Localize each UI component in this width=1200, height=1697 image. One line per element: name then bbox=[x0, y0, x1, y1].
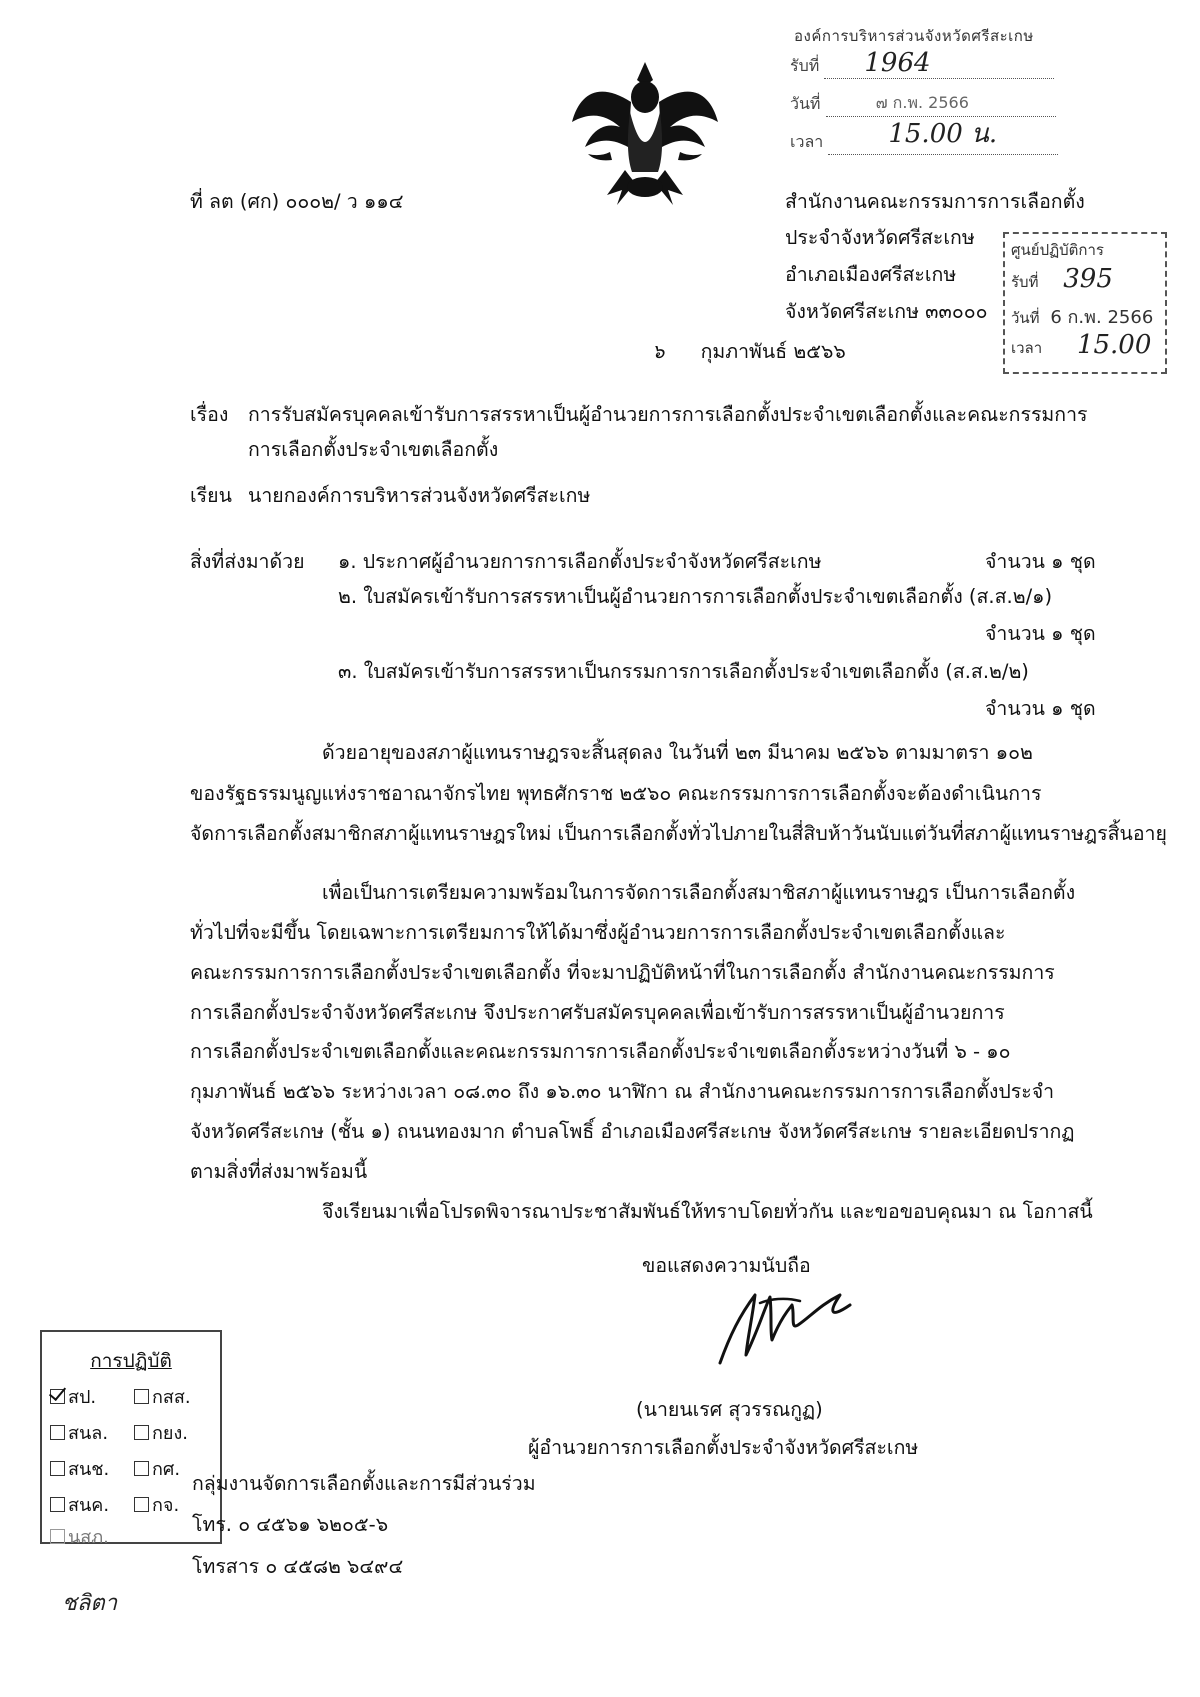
paragraph-2-line: การเลือกตั้งประจำเขตเลือกตั้งและคณะกรรมการการเลือกตั้งประจำเขตเลือกตั้งระหว่างวันที่ ๖ - ๑๐ bbox=[190, 1040, 1011, 1063]
practice-title: การปฏิบัติ bbox=[90, 1350, 172, 1372]
paragraph-1-line: ด้วยอายุของสภาผู้แทนราษฎรจะสิ้นสุดลง ในวันที่ ๒๓ มีนาคม ๒๕๖๖ ตามมาตรา ๑๐๒ bbox=[322, 741, 1033, 764]
paragraph-1-line: จัดการเลือกตั้งสมาชิกสภาผู้แทนราษฎรใหม่ เป็นการเลือกตั้งทั่วไปภายในสี่สิบห้าวันนับแต่วันที่สภาผู้แทนราษฎรสิ้นอายุ bbox=[190, 822, 1167, 845]
stamp-time-row bbox=[790, 119, 1058, 155]
stamp-time: 15.00 น. bbox=[888, 119, 998, 149]
closing: ขอแสดงความนับถือ bbox=[642, 1254, 811, 1277]
paragraph-2-line: คณะกรรมการการเลือกตั้งประจำเขตเลือกตั้ง ที่จะมาปฏิบัติหน้าที่ในการเลือกตั้ง สำนักงานคณะกรรมการ bbox=[190, 961, 1055, 984]
subject-line-1: การรับสมัครบุคคลเข้ารับการสรรหาเป็นผู้อำนวยการการเลือกตั้งประจำเขตเลือกตั้งและคณะกรรมการ bbox=[248, 403, 1088, 426]
paragraph-3: จึงเรียนมาเพื่อโปรดพิจารณาประชาสัมพันธ์ให้ทราบโดยทั่วกัน และขอขอบคุณมา ณ โอกาสนี้ bbox=[322, 1200, 1093, 1223]
garuda-emblem bbox=[570, 52, 720, 212]
enclosures-label: สิ่งที่ส่งมาด้วย bbox=[190, 550, 305, 573]
stamp-right-receive-number: 395 bbox=[1063, 264, 1113, 294]
paragraph-2-line: จังหวัดศรีสะเกษ (ชั้น ๑) ถนนทองมาก ตำบลโพธิ์ อำเภอเมืองศรีสะเกษ จังหวัดศรีสะเกษ รายละเอียดปรากฏ bbox=[190, 1120, 1075, 1143]
paragraph-1-line: ของรัฐธรรมนูญแห่งราชอาณาจักรไทย พุทธศักราช ๒๕๖๐ คณะกรรมการการเลือกตั้งจะต้องดำเนินการ bbox=[190, 782, 1042, 805]
signer-title: ผู้อำนวยการการเลือกตั้งประจำจังหวัดศรีสะเกษ bbox=[528, 1436, 919, 1459]
practice-option: สนช. bbox=[50, 1454, 109, 1483]
paragraph-2-line: การเลือกตั้งประจำจังหวัดศรีสะเกษ จึงประกาศรับสมัครบุคคลเพื่อเข้ารับการสรรหาเป็นผู้อำนวยการ bbox=[190, 1001, 1005, 1024]
paragraph-2-line: เพื่อเป็นการเตรียมความพร้อมในการจัดการเลือกตั้งสมาชิสภาผู้แทนราษฎร เป็นการเลือกตั้ง bbox=[322, 881, 1076, 904]
stamp-right-date: วันที่ 6 ก.พ. 2566 bbox=[1011, 307, 1154, 328]
practice-option: กศ. bbox=[134, 1454, 180, 1483]
stamp-org: องค์การบริหารส่วนจังหวัดศรีสะเกษ bbox=[794, 27, 1034, 45]
enclosure-qty: จำนวน ๑ ชุด bbox=[985, 622, 1096, 645]
stamp-right-time: เวลา 15.00 bbox=[1011, 330, 1152, 360]
subject-label: เรื่อง bbox=[190, 403, 229, 426]
stamp-label: เวลา bbox=[790, 132, 824, 151]
practice-option: กจ. bbox=[134, 1490, 179, 1519]
fax: โทรสาร ๐ ๔๕๘๒ ๖๔๙๔ bbox=[192, 1555, 404, 1578]
receipt-stamp-top bbox=[790, 20, 1120, 165]
sender-line-3: อำเภอเมืองศรีสะเกษ bbox=[785, 263, 957, 286]
letter-date-day: ๖ bbox=[652, 340, 665, 363]
practice-stamp bbox=[40, 1330, 222, 1548]
enclosure-item: ๓. ใบสมัครเข้ารับการสรรหาเป็นกรรมการการเลือกตั้งประจำเขตเลือกตั้ง (ส.ส.๒/๒) bbox=[338, 660, 1029, 683]
stamp-label: วันที่ bbox=[790, 94, 821, 113]
practice-option: นสภ. bbox=[50, 1522, 109, 1551]
practice-option: สป. bbox=[50, 1382, 96, 1411]
practice-option: สนค. bbox=[50, 1490, 109, 1519]
stamp-receive-number: 1964 bbox=[864, 48, 931, 78]
to-label: เรียน bbox=[190, 484, 232, 507]
enclosure-item: ๑. ประกาศผู้อำนวยการการเลือกตั้งประจำจังหวัดศรีสะเกษ bbox=[338, 550, 822, 573]
handwritten-note: ชลิตา bbox=[62, 1591, 118, 1616]
letter-date-month-year: กุมภาพันธ์ ๒๕๖๖ bbox=[700, 340, 846, 363]
paragraph-2-line: ทั่วไปที่จะมีขึ้น โดยเฉพาะการเตรียมการให้ได้มาซึ่งผู้อำนวยการการเลือกตั้งประจำเขตเลือกตั้งและ bbox=[190, 921, 1006, 944]
practice-option: สนล. bbox=[50, 1418, 108, 1447]
signature bbox=[700, 1275, 890, 1370]
receipt-stamp-right bbox=[1003, 232, 1167, 374]
reference-number: ที่ ลต (ศก) ๐๐๐๒/ ว ๑๑๔ bbox=[190, 190, 404, 213]
subject-line-2: การเลือกตั้งประจำเขตเลือกตั้ง bbox=[248, 438, 499, 461]
stamp-label: รับที่ bbox=[790, 56, 820, 75]
to-recipient: นายกองค์การบริหารส่วนจังหวัดศรีสะเกษ bbox=[248, 484, 591, 507]
practice-option: กสส. bbox=[134, 1382, 191, 1411]
stamp-date: ๗ ก.พ. 2566 bbox=[875, 93, 969, 112]
telephone: โทร. ๐ ๔๕๖๑ ๖๒๐๕-๖ bbox=[192, 1513, 389, 1536]
enclosure-qty: จำนวน ๑ ชุด bbox=[985, 697, 1096, 720]
sender-line-1: สำนักงานคณะกรรมการการเลือกตั้ง bbox=[785, 190, 1085, 213]
practice-option: กยง. bbox=[134, 1418, 188, 1447]
enclosure-item: ๒. ใบสมัครเข้ารับการสรรหาเป็นผู้อำนวยการการเลือกตั้งประจำเขตเลือกตั้ง (ส.ส.๒/๑) bbox=[338, 585, 1053, 608]
stamp-right-title: ศูนย์ปฏิบัติการ bbox=[1011, 241, 1104, 259]
signer-name: (นายนเรศ สุวรรณกูฏ) bbox=[636, 1398, 823, 1421]
stamp-right-receive: รับที่ 395 bbox=[1011, 264, 1113, 294]
sender-line-4: จังหวัดศรีสะเกษ ๓๓๐๐๐ bbox=[785, 300, 988, 323]
sender-line-2: ประจำจังหวัดศรีสะเกษ bbox=[785, 226, 975, 249]
letter-date bbox=[652, 340, 846, 364]
enclosure-qty: จำนวน ๑ ชุด bbox=[985, 550, 1096, 573]
paragraph-2-line: กุมภาพันธ์ ๒๕๖๖ ระหว่างเวลา ๐๘.๓๐ ถึง ๑๖.๓๐ นาฬิกา ณ สำนักงานคณะกรรมการการเลือกตั้งประจำ bbox=[190, 1080, 1055, 1103]
stamp-receive-row bbox=[790, 48, 1054, 79]
department: กลุ่มงานจัดการเลือกตั้งและการมีส่วนร่วม bbox=[192, 1472, 536, 1495]
paragraph-2-line: ตามสิ่งที่ส่งมาพร้อมนี้ bbox=[190, 1160, 368, 1183]
